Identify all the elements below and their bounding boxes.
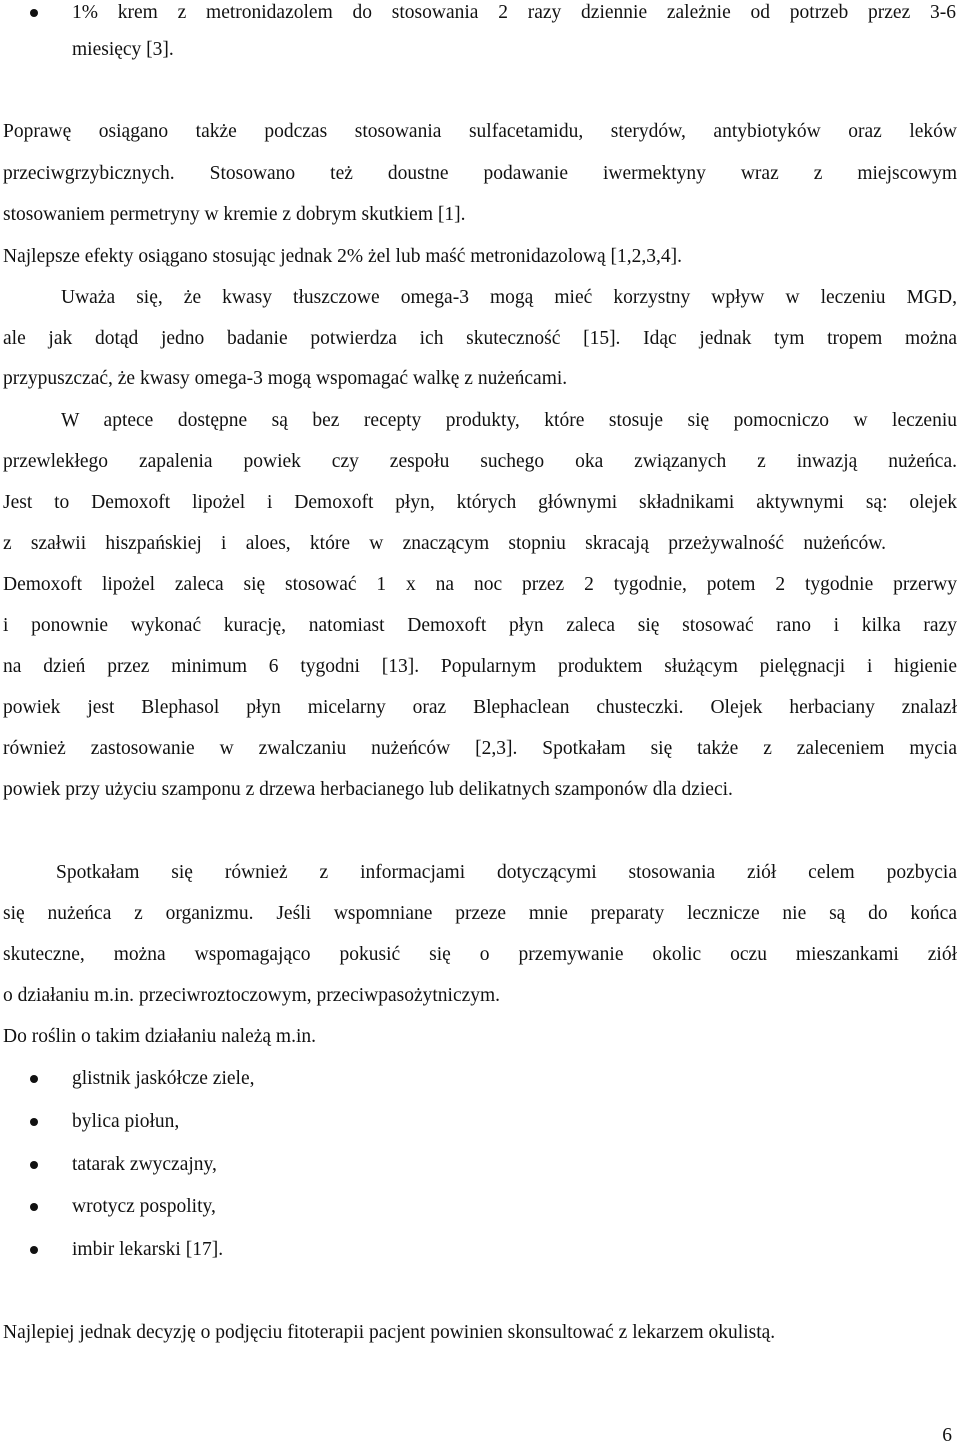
paragraph-line: Demoxoft lipożel zaleca się stosować 1 x na noc przez 2 tygodnie, potem 2 tygodnie przerwy: [3, 574, 957, 595]
page-number: 6: [942, 1425, 952, 1446]
list-item: bylica piołun,: [72, 1111, 180, 1132]
paragraph-line: również zastosowanie w zwalczaniu nużeńców [2,3]. Spotkałam się także z zaleceniem mycia: [3, 738, 957, 759]
paragraph-line: skuteczne, można wspomagająco pokusić się o przemywanie okolic oczu mieszankami ziół: [3, 944, 957, 965]
paragraph-line: Poprawę osiągano także podczas stosowania sulfacetamidu, sterydów, antybiotyków oraz leków: [3, 121, 957, 142]
paragraph-line: Do roślin o takim działaniu należą m.in.: [3, 1026, 316, 1047]
bullet-icon: [30, 1203, 38, 1211]
paragraph-line: powiek jest Blephasol płyn micelarny oraz Blephaclean chusteczki. Olejek herbaciany znalazł: [3, 697, 957, 718]
paragraph-line: przypuszczać, że kwasy omega-3 mogą wspomagać walkę z nużeńcami.: [3, 368, 568, 389]
paragraph-line: przewlekłego zapalenia powiek czy zespołu suchego oka związanych z inwazją nużeńca.: [3, 451, 957, 472]
top-bullet-line: miesięcy [3].: [72, 39, 174, 60]
paragraph-line: przeciwgrzybicznych. Stosowano też doustne podawanie iwermektyny wraz z miejscowym: [3, 163, 957, 184]
paragraph-line: Jest to Demoxoft lipożel i Demoxoft płyn, których głównymi składnikami aktywnymi są: olejek: [3, 492, 957, 513]
paragraph-line: W aptece dostępne są bez recepty produkty, które stosuje się pomocniczo w leczeniu: [61, 410, 957, 431]
list-item: glistnik jaskółcze ziele,: [72, 1068, 255, 1089]
bullet-icon: [30, 9, 38, 17]
paragraph-line: Najlepiej jednak decyzję o podjęciu fitoterapii pacjent powinien skonsultować z lekarzem okulistą.: [3, 1322, 776, 1343]
paragraph-line: ale jak dotąd jedno badanie potwierdza ich skuteczność [15]. Idąc jednak tym tropem można: [3, 328, 957, 349]
bullet-icon: [30, 1161, 38, 1169]
paragraph-line: z szałwii hiszpańskiej i aloes, które w znaczącym stopniu skracają przeżywalność nużeńców.: [3, 533, 886, 554]
list-item: wrotycz pospolity,: [72, 1196, 216, 1217]
paragraph-line: o działaniu m.in. przeciwroztoczowym, przeciwpasożytniczym.: [3, 985, 501, 1006]
paragraph-line: na dzień przez minimum 6 tygodni [13]. Popularnym produktem służącym pielęgnacji i higienie: [3, 656, 957, 677]
list-item: tatarak zwyczajny,: [72, 1154, 217, 1175]
paragraph-line: Najlepsze efekty osiągano stosując jednak 2% żel lub maść metronidazolową [1,2,3,4].: [3, 246, 683, 267]
paragraph-line: Spotkałam się również z informacjami dotyczącymi stosowania ziół celem pozbycia: [56, 862, 957, 883]
top-bullet-line: 1% krem z metronidazolem do stosowania 2 razy dziennie zależnie od potrzeb przez 3-6: [72, 2, 956, 23]
bullet-icon: [30, 1118, 38, 1126]
bullet-icon: [30, 1246, 38, 1254]
paragraph-line: stosowaniem permetryny w kremie z dobrym skutkiem [1].: [3, 204, 466, 225]
paragraph-line: powiek przy użyciu szamponu z drzewa herbacianego lub delikatnych szamponów dla dzieci.: [3, 779, 733, 800]
paragraph-line: się nużeńca z organizmu. Jeśli wspomniane przeze mnie preparaty lecznicze nie są do końca: [3, 903, 957, 924]
paragraph-line: i ponownie wykonać kurację, natomiast Demoxoft płyn zaleca się stosować rano i kilka razy: [3, 615, 957, 636]
bullet-icon: [30, 1075, 38, 1083]
paragraph-line: Uważa się, że kwasy tłuszczowe omega-3 mogą mieć korzystny wpływ w leczeniu MGD,: [61, 287, 957, 308]
list-item: imbir lekarski [17].: [72, 1239, 224, 1260]
